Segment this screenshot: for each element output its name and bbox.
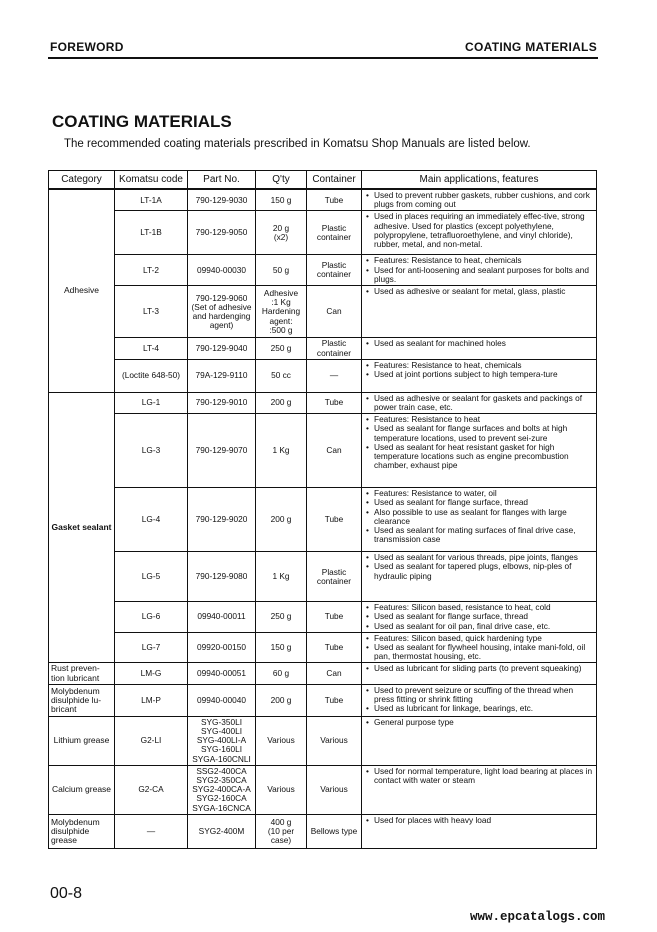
application-item: • General purpose type (365, 718, 594, 727)
komatsu-code-cell: LG-1 (115, 392, 188, 413)
table-row (49, 359, 597, 392)
applications-cell (362, 684, 597, 716)
komatsu-code-cell: — (115, 814, 188, 848)
container-cell: Plastic container (307, 338, 362, 359)
table-row (49, 338, 597, 359)
applications-cell (362, 286, 597, 338)
header-section-label: FOREWORD (50, 40, 124, 54)
application-item: • Features: Resistance to heat (365, 415, 594, 424)
category-cell: Rust preven- tion lubricant (49, 663, 115, 684)
table-row (49, 414, 597, 488)
application-item: • Features: Resistance to heat, chemicals (365, 361, 594, 370)
container-cell: Can (307, 286, 362, 338)
komatsu-code-cell: LG-7 (115, 632, 188, 663)
komatsu-code-cell: G2-CA (115, 765, 188, 814)
quantity-cell: 200 g (256, 488, 307, 552)
container-cell: Bellows type (307, 814, 362, 848)
coating-materials-table (48, 170, 597, 849)
container-cell: Plastic container (307, 552, 362, 602)
category-cell: Molybdenum disulphide lu- bricant (49, 684, 115, 716)
applications-cell (362, 663, 597, 684)
column-header: Main applications, features (362, 171, 597, 190)
container-cell: Can (307, 414, 362, 488)
applications-list (365, 394, 594, 412)
applications-cell (362, 488, 597, 552)
applications-cell (362, 359, 597, 392)
page-title: COATING MATERIALS (52, 112, 232, 131)
quantity-cell: 20 g (x2) (256, 211, 307, 255)
table-row (49, 286, 597, 338)
table-row (49, 552, 597, 602)
quantity-cell: 50 g (256, 255, 307, 286)
category-cell: Adhesive (49, 189, 115, 392)
part-number-cell: 790-129-9010 (188, 392, 256, 413)
applications-list (365, 415, 594, 470)
category-cell: Molybdenum disulphide grease (49, 814, 115, 848)
header-page-topic: COATING MATERIALS (465, 40, 597, 54)
quantity-cell: 200 g (256, 392, 307, 413)
komatsu-code-cell: LG-3 (115, 414, 188, 488)
part-number-cell: 790-129-9080 (188, 552, 256, 602)
table-row (49, 716, 597, 765)
table-row (49, 488, 597, 552)
applications-cell (362, 189, 597, 211)
komatsu-code-cell: LG-5 (115, 552, 188, 602)
application-item: • Used as sealant for tapered plugs, elbows, nip-ples of hydraulic piping (365, 562, 594, 580)
applications-list (365, 553, 594, 581)
applications-list (365, 816, 594, 825)
applications-list (365, 603, 594, 631)
application-item: • Features: Silicon based, quick hardening type (365, 634, 594, 643)
komatsu-code-cell: G2-LI (115, 716, 188, 765)
application-item: • Used for places with heavy load (365, 816, 594, 825)
container-cell: Can (307, 663, 362, 684)
quantity-cell: 400 g (10 per case) (256, 814, 307, 848)
part-number-cell: SSG2-400CA SYG2-350CA SYG2-400CA-A SYG2-160CA SYGA-16CNCA (188, 765, 256, 814)
applications-list (365, 664, 594, 673)
intro-text: The recommended coating materials prescribed in Komatsu Shop Manuals are listed below. (64, 138, 531, 150)
quantity-cell: Various (256, 716, 307, 765)
applications-list (365, 634, 594, 662)
category-cell: Gasket sealant (49, 392, 115, 663)
quantity-cell: 150 g (256, 189, 307, 211)
category-cell: Lithium grease (49, 716, 115, 765)
quantity-cell: 250 g (256, 338, 307, 359)
applications-cell (362, 392, 597, 413)
part-number-cell: 09940-00040 (188, 684, 256, 716)
container-cell: Tube (307, 488, 362, 552)
part-number-cell: 790-129-9050 (188, 211, 256, 255)
part-number-cell: 790-129-9020 (188, 488, 256, 552)
komatsu-code-cell: LG-4 (115, 488, 188, 552)
table-row (49, 632, 597, 663)
applications-list (365, 361, 594, 379)
table-row (49, 255, 597, 286)
applications-cell (362, 602, 597, 633)
komatsu-code-cell: LT-1A (115, 189, 188, 211)
container-cell: Plastic container (307, 255, 362, 286)
applications-list (365, 212, 594, 249)
applications-list (365, 191, 594, 209)
table-row (49, 189, 597, 211)
container-cell: Tube (307, 684, 362, 716)
application-item: • Used as sealant for flange surface, thread (365, 612, 594, 621)
application-item: • Used as lubricant for sliding parts (to prevent squeaking) (365, 664, 594, 673)
quantity-cell: Various (256, 765, 307, 814)
application-item: • Used as adhesive or sealant for gaskets and packings of power train case, etc. (365, 394, 594, 412)
column-header: Part No. (188, 171, 256, 190)
application-item: • Used as sealant for various threads, pipe joints, flanges (365, 553, 594, 562)
application-item: • Used as sealant for flange surfaces and bolts at high temperature locations, used to prevent sei-zure (365, 424, 594, 442)
applications-cell (362, 338, 597, 359)
application-item: • Used for anti-loosening and sealant purposes for bolts and plugs. (365, 266, 594, 284)
container-cell: Tube (307, 632, 362, 663)
applications-list (365, 339, 594, 348)
part-number-cell: SYG2-400M (188, 814, 256, 848)
column-header: Q'ty (256, 171, 307, 190)
part-number-cell: 790-129-9040 (188, 338, 256, 359)
container-cell: Tube (307, 602, 362, 633)
quantity-cell: 150 g (256, 632, 307, 663)
application-item: • Used in places requiring an immediately effec-tive, strong adhesive. Used for plastics (except polyethylene, polypropylene, tetrafluoroethylene, and vinyl chloride), rubber, metal, and non-metal. (365, 212, 594, 249)
applications-list (365, 489, 594, 544)
quantity-cell: 200 g (256, 684, 307, 716)
application-item: • Used as sealant for oil pan, final drive case, etc. (365, 622, 594, 631)
quantity-cell: 1 Kg (256, 552, 307, 602)
part-number-cell: SYG-350LI SYG-400LI SYG-400LI-A SYG-160LI SYGA-160CNLI (188, 716, 256, 765)
application-item: • Used as sealant for heat resistant gasket for high temperature locations such as engine precombustion chamber, exhaust pipe (365, 443, 594, 471)
komatsu-code-cell: LT-4 (115, 338, 188, 359)
watermark-url: www.epcatalogs.com (469, 910, 605, 924)
application-item: • Features: Resistance to water, oil (365, 489, 594, 498)
applications-cell (362, 414, 597, 488)
application-item: • Used to prevent seizure or scuffing of the thread when press fitting or shrink fitting (365, 686, 594, 704)
application-item: • Used at joint portions subject to high tempera-ture (365, 370, 594, 379)
application-item: • Features: Resistance to heat, chemicals (365, 256, 594, 265)
part-number-cell: 79A-129-9110 (188, 359, 256, 392)
applications-cell (362, 552, 597, 602)
applications-cell (362, 255, 597, 286)
applications-cell (362, 814, 597, 848)
komatsu-code-cell: LT-2 (115, 255, 188, 286)
table-row (49, 211, 597, 255)
table-row (49, 814, 597, 848)
applications-cell (362, 211, 597, 255)
application-item: • Used as adhesive or sealant for metal, glass, plastic (365, 287, 594, 296)
quantity-cell: 50 cc (256, 359, 307, 392)
part-number-cell: 09940-00030 (188, 255, 256, 286)
table-row (49, 602, 597, 633)
komatsu-code-cell: LM-P (115, 684, 188, 716)
part-number-cell: 790-129-9030 (188, 189, 256, 211)
container-cell: Tube (307, 392, 362, 413)
table-row (49, 684, 597, 716)
applications-cell (362, 632, 597, 663)
applications-cell (362, 765, 597, 814)
application-item: • Used as sealant for machined holes (365, 339, 594, 348)
column-header: Category (49, 171, 115, 190)
applications-list (365, 767, 594, 785)
applications-list (365, 718, 594, 727)
quantity-cell: 250 g (256, 602, 307, 633)
part-number-cell: 09920-00150 (188, 632, 256, 663)
part-number-cell: 09940-00011 (188, 602, 256, 633)
header-rule (48, 57, 598, 59)
container-cell: Various (307, 716, 362, 765)
applications-list (365, 287, 594, 296)
page-number: 00-8 (50, 885, 83, 902)
application-item: • Used as lubricant for linkage, bearings, etc. (365, 704, 594, 713)
column-header: Komatsu code (115, 171, 188, 190)
container-cell: Tube (307, 189, 362, 211)
quantity-cell: Adhesive :1 Kg Hardening agent: :500 g (256, 286, 307, 338)
komatsu-code-cell: LT-3 (115, 286, 188, 338)
application-item: • Used to prevent rubber gaskets, rubber cushions, and cork plugs from coming out (365, 191, 594, 209)
application-item: • Used as sealant for flange surface, thread (365, 498, 594, 507)
table-row (49, 663, 597, 684)
container-cell: Various (307, 765, 362, 814)
komatsu-code-cell: LT-1B (115, 211, 188, 255)
komatsu-code-cell: (Loctite 648-50) (115, 359, 188, 392)
table-row (49, 765, 597, 814)
application-item: • Used for normal temperature, light load bearing at places in contact with water or steam (365, 767, 594, 785)
container-cell: Plastic container (307, 211, 362, 255)
part-number-cell: 09940-00051 (188, 663, 256, 684)
applications-cell (362, 716, 597, 765)
application-item: • Used as sealant for flywheel housing, intake mani-fold, oil pan, thermostat housing, etc. (365, 643, 594, 661)
application-item: • Features: Silicon based, resistance to heat, cold (365, 603, 594, 612)
part-number-cell: 790-129-9070 (188, 414, 256, 488)
category-cell: Calcium grease (49, 765, 115, 814)
quantity-cell: 60 g (256, 663, 307, 684)
container-cell: — (307, 359, 362, 392)
application-item: • Also possible to use as sealant for flanges with large clearance (365, 508, 594, 526)
quantity-cell: 1 Kg (256, 414, 307, 488)
table-header-row (49, 171, 597, 190)
applications-list (365, 256, 594, 284)
komatsu-code-cell: LM-G (115, 663, 188, 684)
part-number-cell: 790-129-9060 (Set of adhesive and hardenging agent) (188, 286, 256, 338)
applications-list (365, 686, 594, 714)
komatsu-code-cell: LG-6 (115, 602, 188, 633)
column-header: Container (307, 171, 362, 190)
application-item: • Used as sealant for mating surfaces of final drive case, transmission case (365, 526, 594, 544)
table-row (49, 392, 597, 413)
